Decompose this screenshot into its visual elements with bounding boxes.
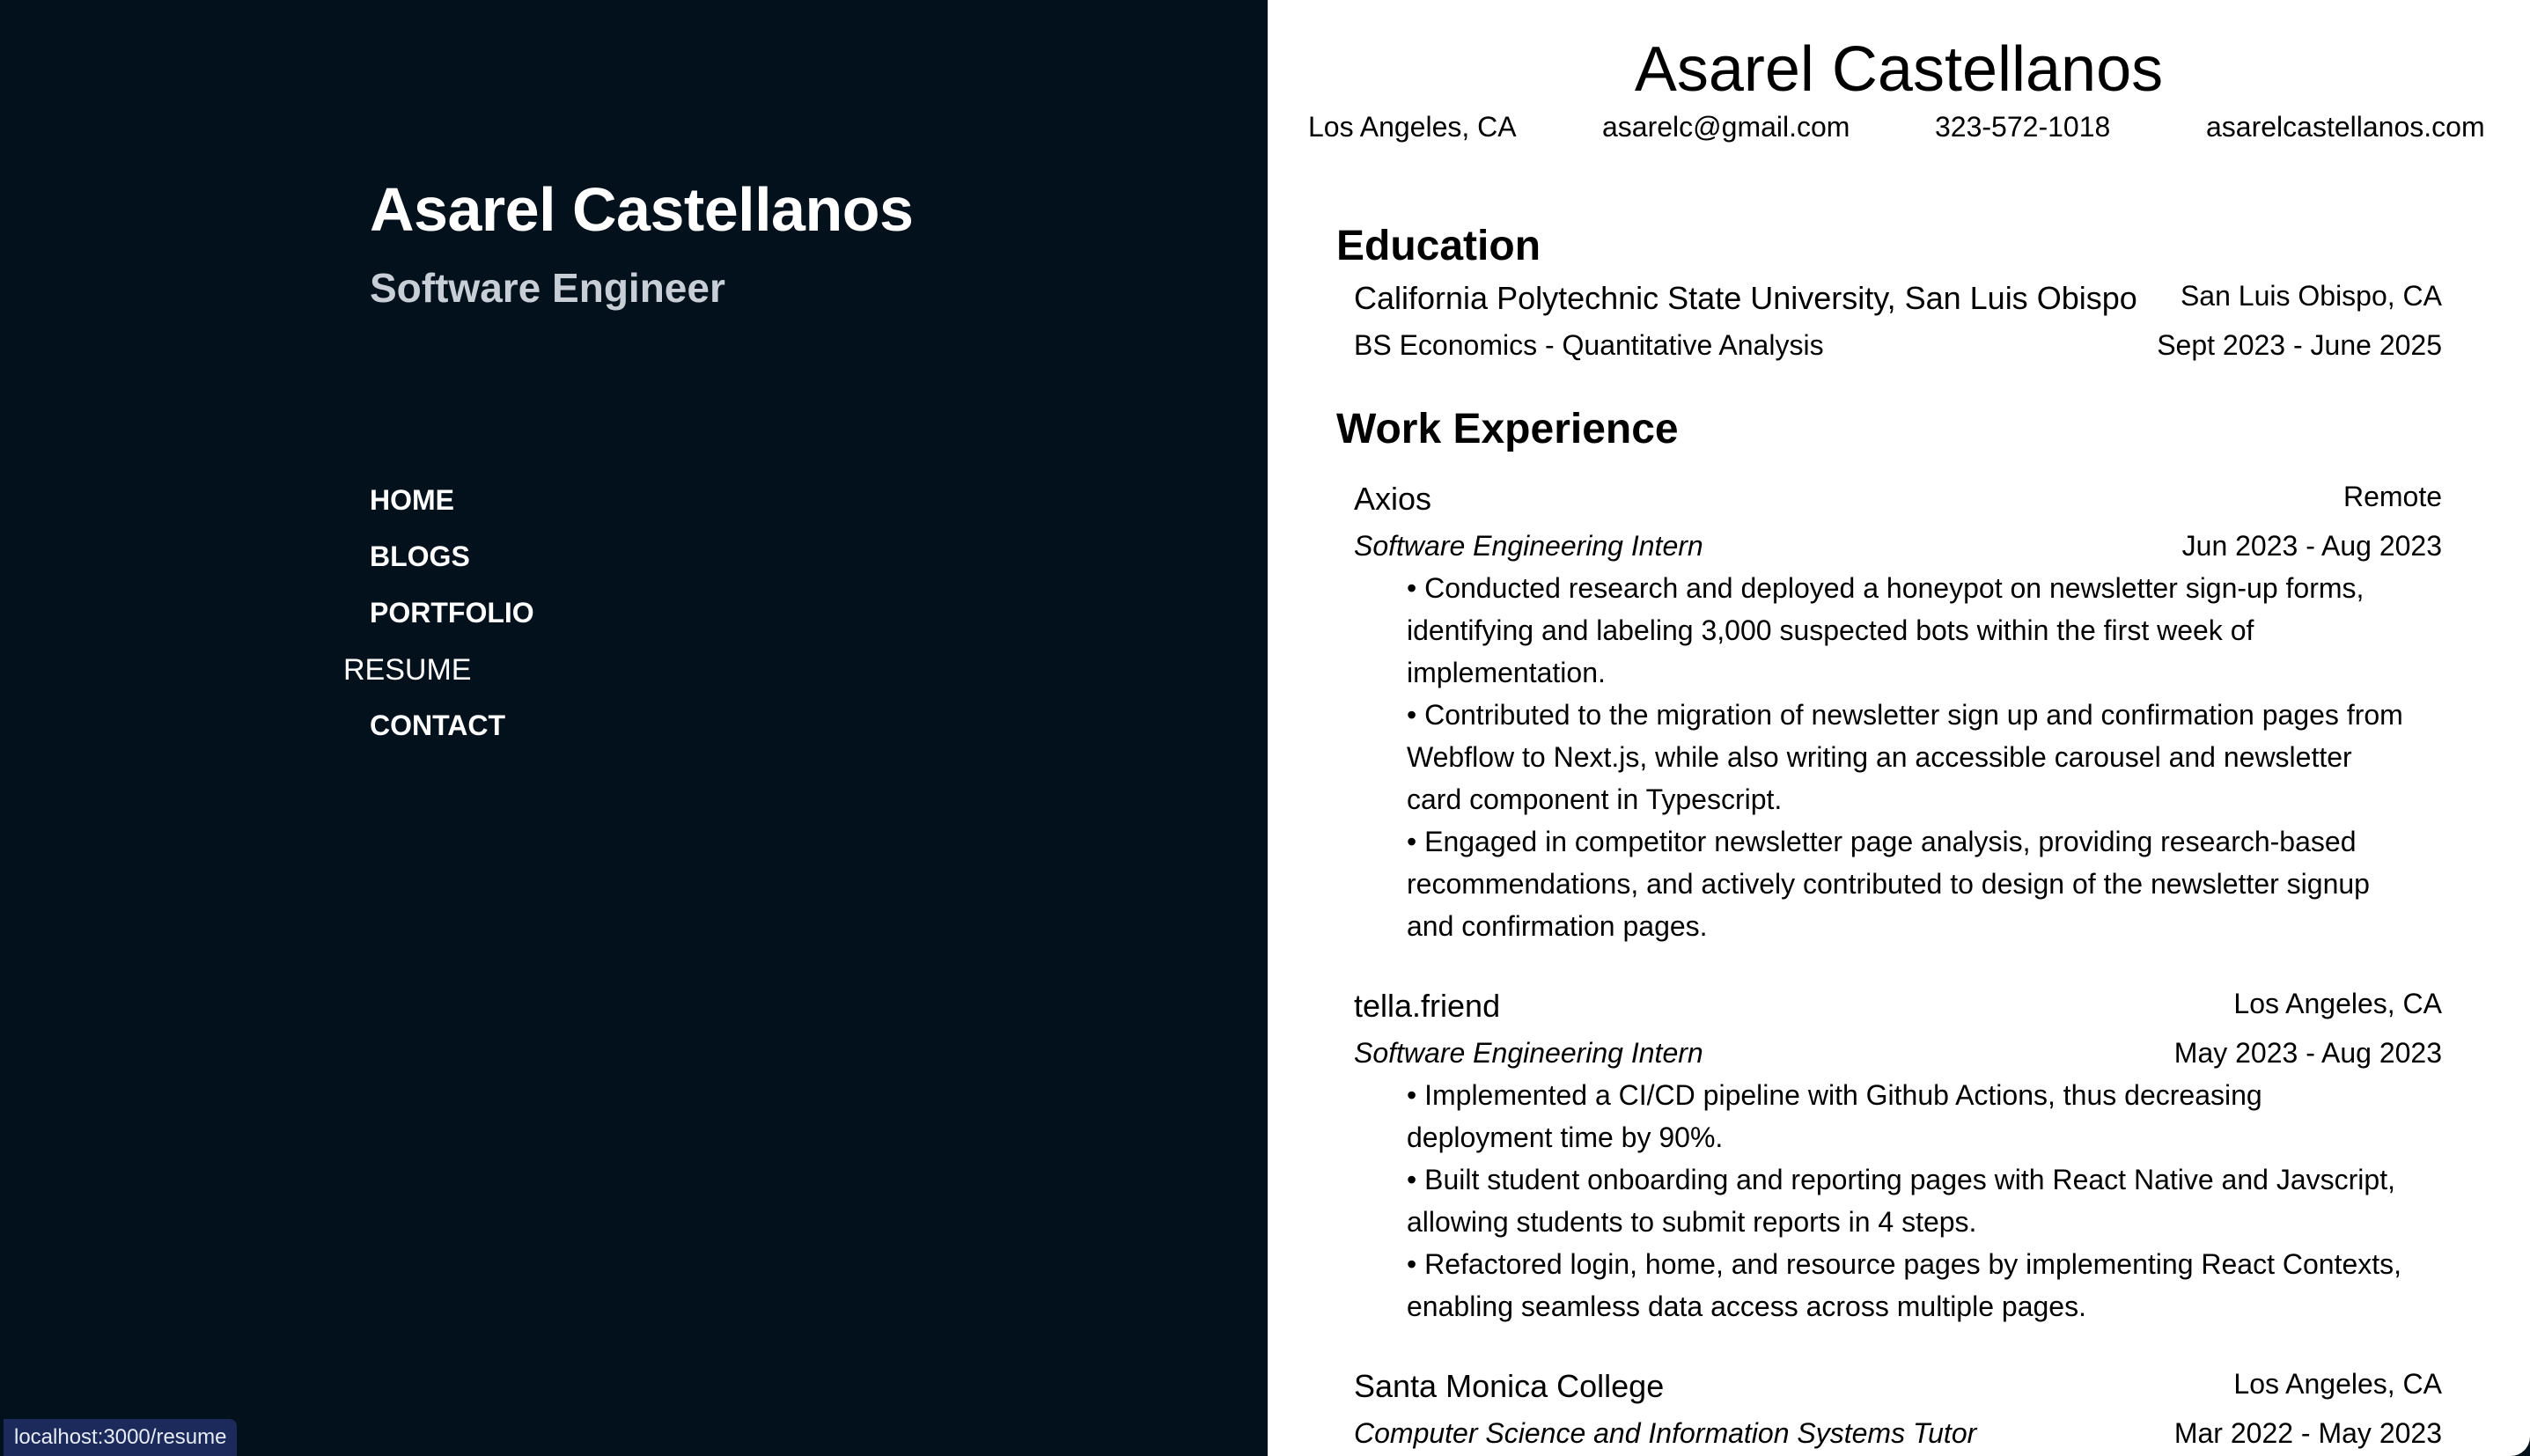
work-heading: Work Experience (1336, 406, 1679, 452)
job-location: Los Angeles, CA (2233, 1368, 2442, 1400)
nav-portfolio-link[interactable]: PORTFOLIO (370, 597, 534, 629)
job-company: Axios (1354, 481, 1432, 517)
resume-website[interactable]: asarelcastellanos.com (2206, 111, 2485, 143)
job-bullet: • Conducted research and deployed a honeypot on newsletter sign-up forms, identifying and labeling 3,000 suspected bots within the first week of implementation. (1407, 572, 2365, 688)
job-company: tella.friend (1354, 988, 1501, 1024)
job-title: Software Engineering Intern (1354, 1037, 1703, 1069)
site-owner-name: Asarel Castellanos (370, 175, 914, 244)
job-location: Remote (2342, 481, 2442, 512)
nav-home-link[interactable]: HOME (370, 484, 454, 516)
job-dates: May 2023 - Aug 2023 (2173, 1037, 2442, 1069)
link-hover-status-url: localhost:3000/resume (4, 1419, 237, 1456)
job-title: Software Engineering Intern (1354, 530, 1703, 562)
education-location: San Luis Obispo, CA (2180, 280, 2442, 312)
job-company: Santa Monica College (1354, 1368, 1665, 1404)
resume-location: Los Angeles, CA (1308, 111, 1517, 143)
education-degree: BS Economics - Quantitative Analysis (1354, 329, 1824, 361)
job-bullet: • Refactored login, home, and resource pages by implementing React Contexts, enabling seamless data access across multiple pages. (1407, 1248, 2402, 1322)
job-title: Computer Science and Information Systems Tutor (1354, 1417, 1977, 1449)
nav-resume-link[interactable]: RESUME (343, 653, 472, 687)
job-dates: Mar 2022 - May 2023 (2173, 1417, 2442, 1449)
resume-document[interactable] (1268, 0, 2530, 1456)
education-school: California Polytechnic State University, San Luis Obispo (1354, 280, 2137, 316)
resume-phone: 323-572-1018 (1935, 111, 2111, 143)
education-heading: Education (1336, 223, 1541, 269)
job-bullet: • Built student onboarding and reporting pages with React Native and Javscript, allowing students to submit reports in 4 steps. (1407, 1164, 2395, 1238)
job-dates: Jun 2023 - Aug 2023 (2181, 530, 2442, 562)
resume-email[interactable]: asarelc@gmail.com (1602, 111, 1850, 143)
education-dates: Sept 2023 - June 2025 (2157, 329, 2442, 361)
site-owner-role: Software Engineer (370, 265, 725, 311)
job-bullet: • Engaged in competitor newsletter page analysis, providing research-based recommendations, and actively contributed to design of the newsletter signup and confirmation pages. (1407, 826, 2370, 942)
job-bullet: • Contributed to the migration of newsletter sign up and confirmation pages from Webflow to Next.js, while also writing an accessible carousel and newsletter card component in Typescript. (1407, 699, 2403, 815)
job-location: Los Angeles, CA (2233, 988, 2442, 1019)
resume-name: Asarel Castellanos (1634, 34, 2164, 105)
nav-contact-link[interactable]: CONTACT (370, 710, 506, 741)
nav-blogs-link[interactable]: BLOGS (370, 540, 470, 572)
job-bullet: • Implemented a CI/CD pipeline with Github Actions, thus decreasing deployment time by 90%. (1407, 1079, 2262, 1153)
